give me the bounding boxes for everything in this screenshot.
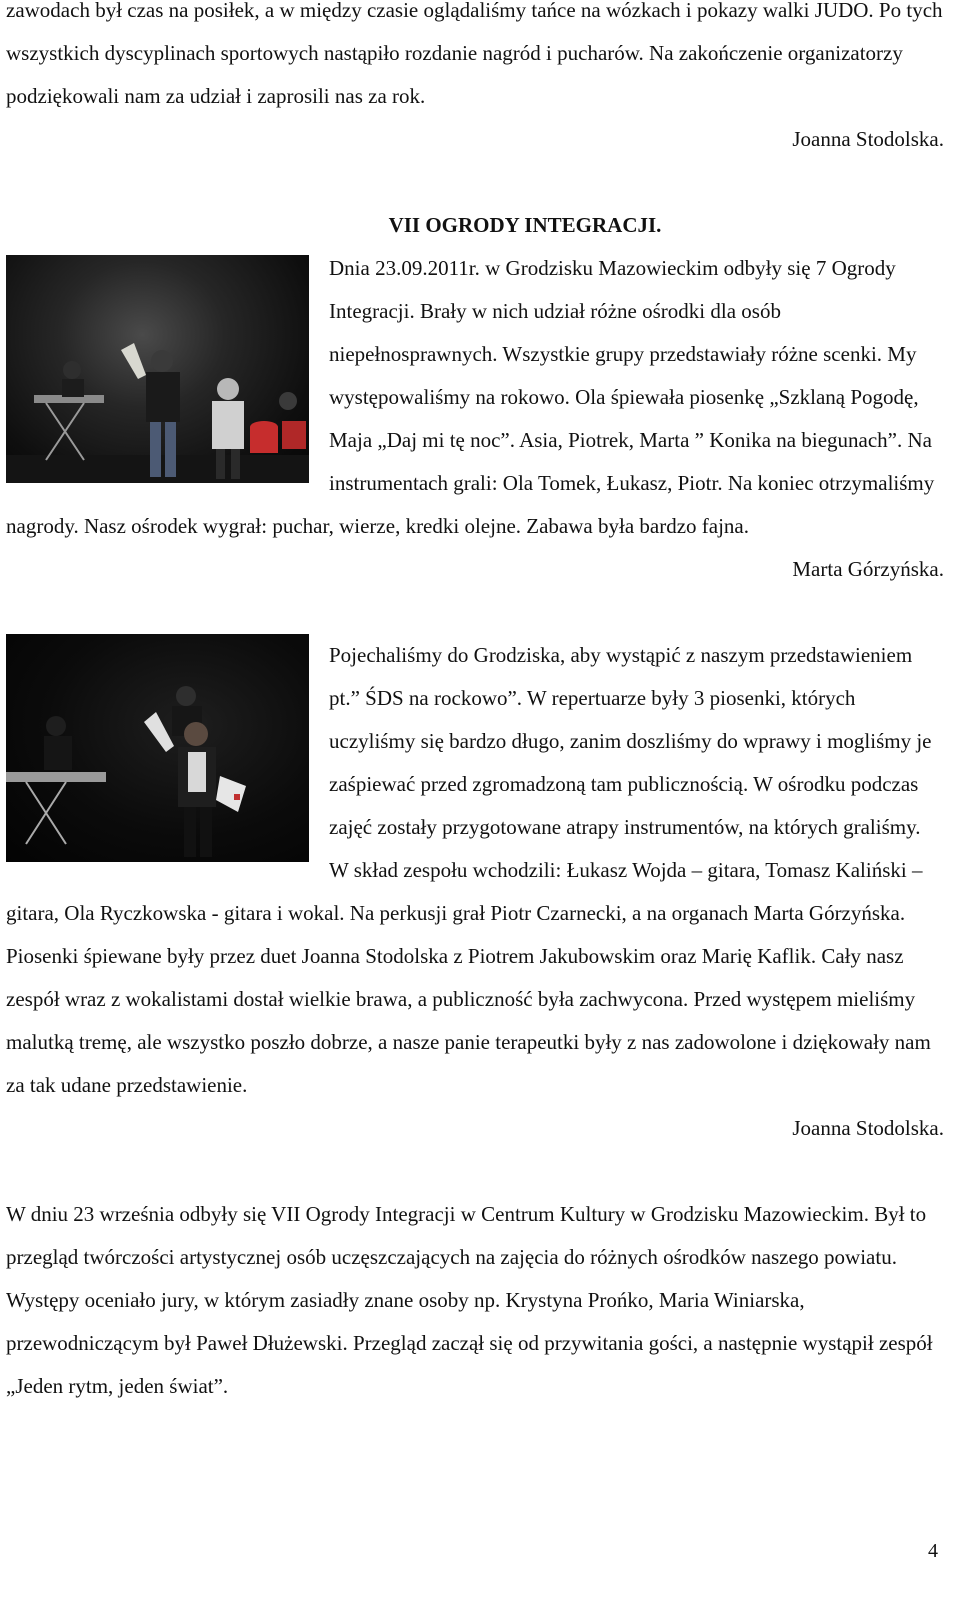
photo-drawing	[6, 634, 309, 862]
spacer	[6, 1150, 944, 1193]
signature-joanna-2: Joanna Stodolska.	[792, 1116, 944, 1140]
signature-marta: Marta Górzyńska.	[792, 557, 944, 581]
page-number: 4	[928, 1540, 938, 1562]
paragraph-sds-na-rockowo: Pojechaliśmy do Grodziska, aby wystąpić z naszym przedstawieniem pt.” ŚDS na rockowo”. W repertuarze były 3 piosenki, których uczyliśmy się bardzo długo, zanim doszliśmy do wprawy i mogliśmy je zaśpiewać przed zgromadzoną tam publicznością. W ośrodku podczas zajęć zostały przygotowane atrapy instrumentów, na których graliśmy. W skład zespołu wchodzili: Łukasz Wojda – gitara, Tomasz Kaliński – gitara, Ola Ryczkowska - gitara i wokal. Na perkusji grał Piotr Czarnecki, a na organach Marta Górzyńska. Piosenki śpiewane były przez duet Joanna Stodolska z Piotrem Jakubowskim oraz Marię Kaflik. Cały nasz zespół wraz z wokalistami dostał wielkie brawa, a publiczność była zachwycona. Przed występem mieliśmy malutką tremę, ale wszystko poszło dobrze, a nasze panie terapeutki były z nas zadowolone i dziękowały nam za tak udane przedstawienie.	[6, 643, 932, 1097]
paragraph-przeglad: W dniu 23 września odbyły się VII Ogrody Integracji w Centrum Kultury w Grodzisku Mazowieckim. Był to przegląd twórczości artystycznej osób uczęszczających na zajęcia do różnych ośrodków naszego powiatu. Występy oceniało jury, w którym zasiadły znane osoby np. Krystyna Prońko, Maria Winiarska, przewodniczącym był Paweł Dłużewski. Przegląd zaczął się od przywitania gości, a następnie wystąpił zespół „Jeden rytm, jeden świat”.	[6, 1202, 933, 1398]
photo-stage-performance-2	[6, 634, 309, 862]
photo-drawing	[6, 255, 309, 483]
paragraph-ogrody-integracji: Dnia 23.09.2011r. w Grodzisku Mazowieckim odbyły się 7 Ogrody Integracji. Brały w nich udział różne ośrodki dla osób niepełnosprawnych. Wszystkie grupy przedstawiały różne scenki. My występowaliśmy na rokowo. Ola śpiewała piosenkę „Szklaną Pogodę, Maja „Daj mi tę noc”. Asia, Piotrek, Marta ” Konika na biegunach”. Na instrumentach grali: Ola Tomek, Łukasz, Piotr. Na koniec otrzymaliśmy nagrody. Nasz ośrodek wygrał: puchar, wierze, kredki olejne. Zabawa była bardzo fajna.	[6, 256, 935, 538]
spacer	[6, 161, 944, 204]
document-page	[6, 0, 944, 1408]
spacer	[6, 591, 944, 634]
photo-stage-performance-1	[6, 255, 309, 483]
signature-joanna-1: Joanna Stodolska.	[792, 127, 944, 151]
section-title: VII OGRODY INTEGRACJI.	[388, 213, 662, 237]
top-paragraph: zawodach był czas na posiłek, a w między czasie oglądaliśmy tańce na wózkach i pokazy walki JUDO. Po tych wszystkich dyscyplinach sportowych nastąpiło rozdanie nagród i pucharów. Na zakończenie organizatorzy podziękowali nam za udział i zaprosili nas za rok.	[6, 0, 943, 108]
